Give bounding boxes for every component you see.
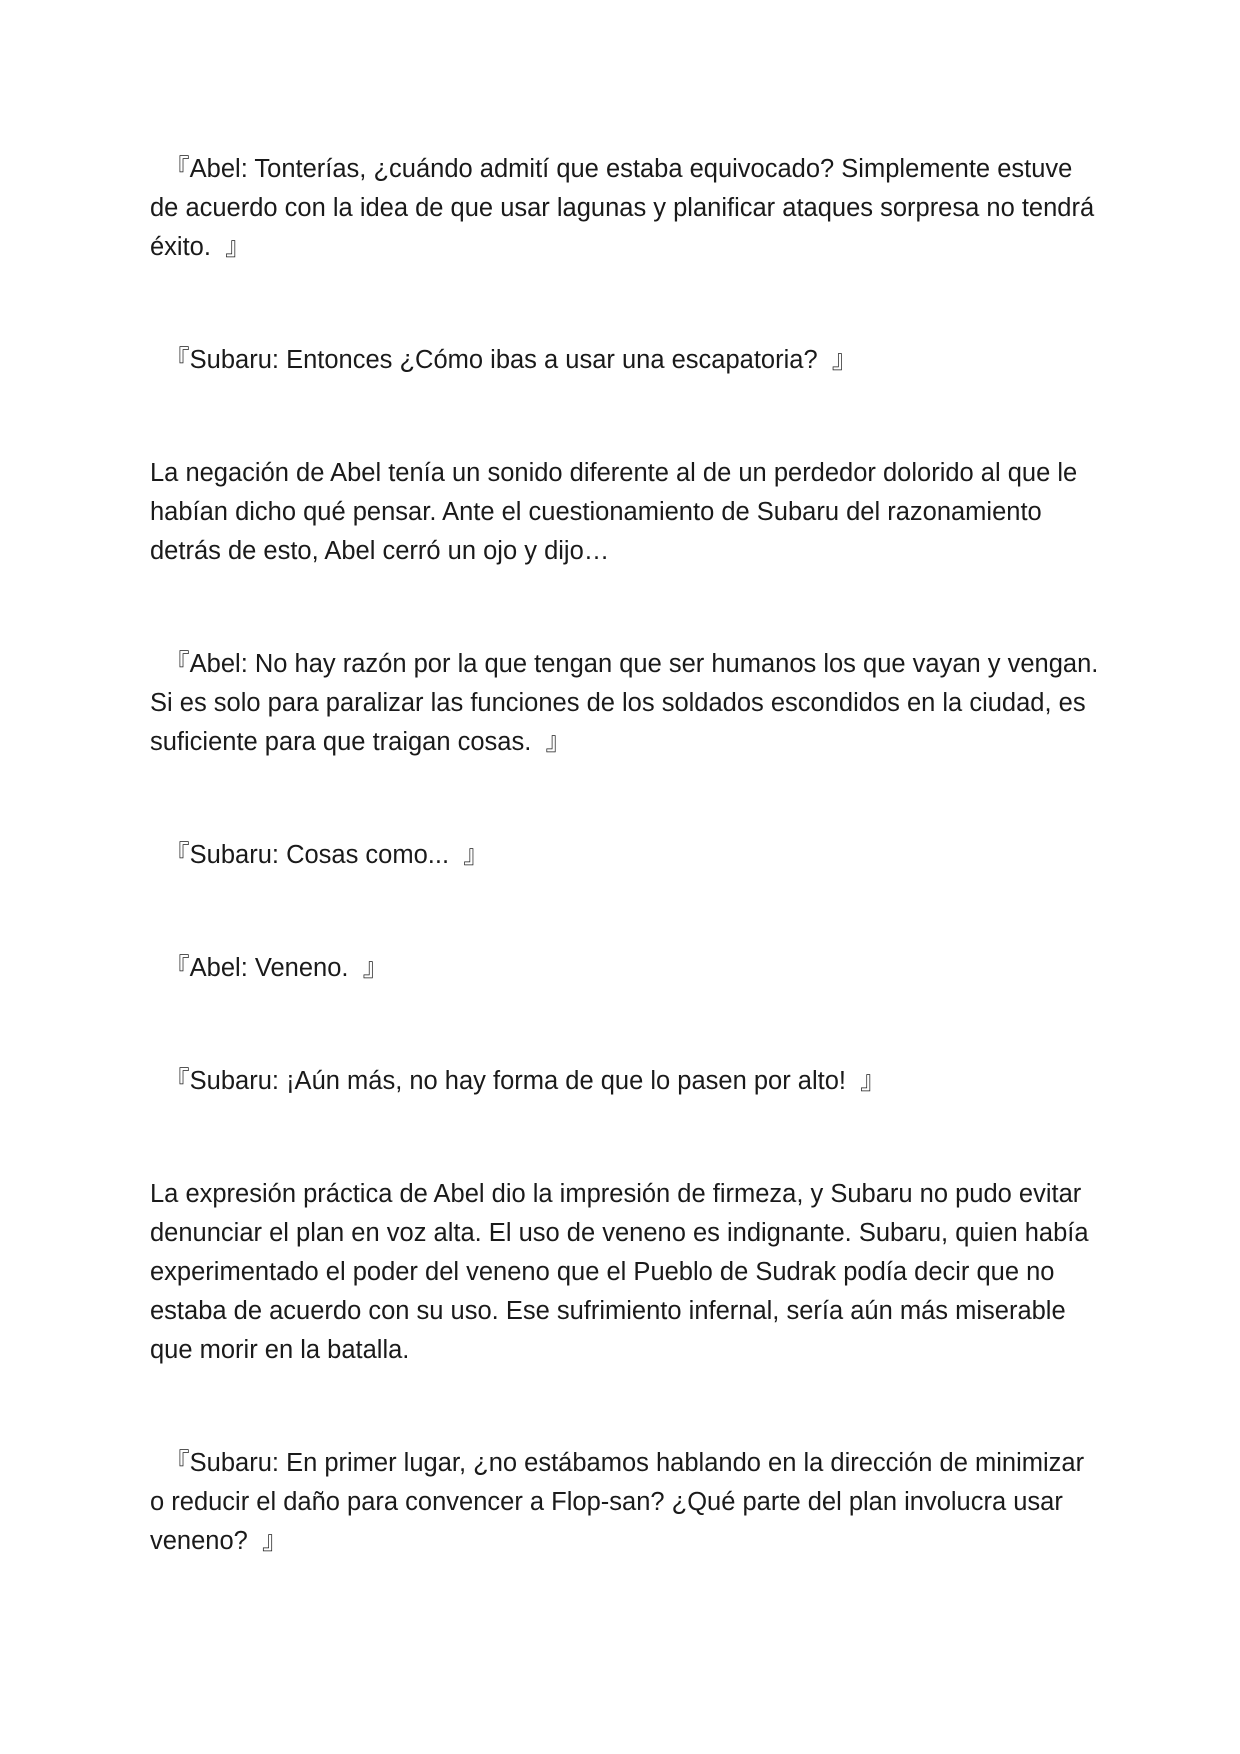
dialogue-abel-1: 『Abel: Tonterías, ¿cuándo admití que estaba equivocado? Simplemente estuve de acuerdo con la idea de que usar lagunas y planificar ataques sorpresa no tendrá éxito. 』	[150, 155, 1095, 261]
dialogue-subaru-3: 『Subaru: ¡Aún más, no hay forma de que lo pasen por alto! 』	[150, 1067, 886, 1095]
document-body	[150, 150, 1100, 1561]
dialogue-abel-2: 『Abel: No hay razón por la que tengan que ser humanos los que vayan y vengan. Si es solo para paralizar las funciones de los soldados escondidos en la ciudad, es suficiente para que traigan cosas. 』	[150, 650, 1099, 756]
narration-1: La negación de Abel tenía un sonido diferente al de un perdedor dolorido al que le habían dicho qué pensar. Ante el cuestionamiento de Subaru del razonamiento detrás de esto, Abel cerró un ojo y dijo…	[150, 459, 1078, 565]
dialogue-subaru-2: 『Subaru: Cosas como... 』	[150, 841, 489, 869]
dialogue-subaru-4: 『Subaru: En primer lugar, ¿no estábamos hablando en la dirección de minimizar o reducir el daño para convencer a Flop-san? ¿Qué parte del plan involucra usar veneno? 』	[150, 1449, 1085, 1555]
dialogue-subaru-1: 『Subaru: Entonces ¿Cómo ibas a usar una escapatoria? 』	[150, 346, 858, 374]
dialogue-abel-3: 『Abel: Veneno. 』	[150, 954, 389, 982]
narration-2: La expresión práctica de Abel dio la impresión de firmeza, y Subaru no pudo evitar denunciar el plan en voz alta. El uso de veneno es indignante. Subaru, quien había experimentado el poder del veneno que el Pueblo de Sudrak podía decir que no estaba de acuerdo con su uso. Ese sufrimiento infernal, sería aún más miserable que morir en la batalla.	[150, 1180, 1089, 1364]
